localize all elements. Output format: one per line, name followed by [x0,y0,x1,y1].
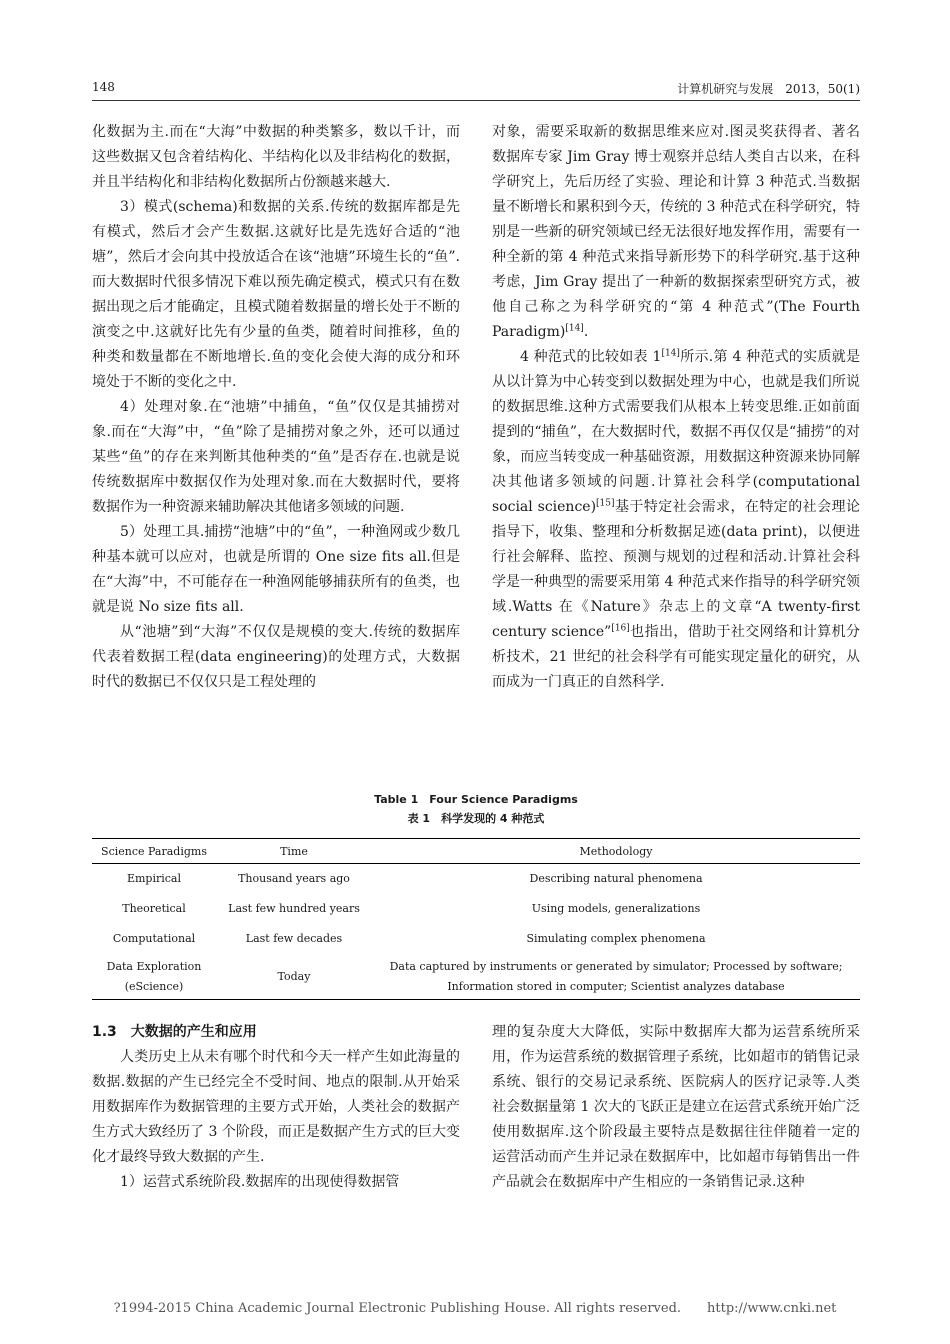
table-row [92,924,860,954]
table-cell: Simulating complex phenomena [526,932,706,945]
text-run: 对象，需要采取新的数据思维来应对.图灵奖获得者、著名数据库专家 Jim Gray 博士观察并总结人类自古以来，在科学研究上，先后历经了实验、理论和计算 3 种范式.当数据量不断增长和累积到今天，传统的 3 种范式在科学研究，特别是一些新的研究领域已经无法很好地发挥作用，需要有一种全新的第 4 种范式来指导新形势下的科学研究.基于这种考虑，Jim Gray 提出了一种新的数据探索型研究方式，被他自己称之为科学研究的“第 4 种范式”(The Fourth Paradigm) [492,124,860,340]
table-cell: Empirical [126,872,182,885]
table-cell: Thousand years ago [238,872,350,885]
table-header-row [92,839,860,864]
paragraph: 3）模式(schema)和数据的关系.传统的数据库都是先有模式，然后才会产生数据.这就好比是先选好合适的“池塘”，然后才会向其中投放适合在该“池塘”环境生长的“鱼”.而大数据时代很多情况下难以预先确定模式，模式只有在数据出现之后才能确定，且模式随着数据量的增长处于不断的演变之中.这就好比先有少量的鱼类，随着时间推移，鱼的种类和数量都在不断地增长.鱼的变化会使大海的成分和环境处于不断的变化之中. [92,199,460,390]
column-header: Science Paradigms [92,839,216,864]
table-cell: Last few hundred years [228,902,360,915]
paragraph: 4）处理对象.在“池塘”中捕鱼，“鱼”仅仅是其捕捞对象.而在“大海”中，“鱼”除了是捕捞对象之外，还可以通过某些“鱼”的存在来判断其他种类的“鱼”是否存在.也就是说传统数据库中数据仅作为处理对象.而在大数据时代，要将数据作为一种资源来辅助解决其他诸多领域的问题. [92,399,460,515]
table-caption-en: Table 1 Four Science Paradigms [374,793,578,806]
paragraph: 人类历史上从未有哪个时代和今天一样产生如此海量的数据.数据的产生已经完全不受时间、地点的限制.从开始采用数据库作为数据管理的主要方式开始，人类社会的数据产生方式大致经历了 3 个阶段，而正是数据产生方式的巨大变化才最终导致大数据的产生. [92,1049,460,1165]
right-column [492,120,860,695]
cell-line: (eScience) [124,979,184,993]
section-right-column [492,1020,860,1195]
table-row [92,894,860,924]
table-cell: Computational [112,932,196,945]
paragraph: 5）处理工具.捕捞“池塘”中的“鱼”，一种渔网或少数几种基本就可以应对，也就是所谓的 One size fits all.但是在“大海”中，不可能存在一种渔网能够捕获所有的鱼类，也就是说 No size fits all. [92,524,460,615]
citation-15[interactable]: [15] [596,498,615,509]
table-caption [92,790,860,828]
text-run: 基于特定社会需求，在特定的社会理论指导下，收集、整理和分析数据足迹(data print)，以便进行社会解释、监控、预测与规划的过程和活动.计算社会科学是一种典型的需要采用第 4 种范式来作指导的科学研究领域.Watts 在《Nature》杂志上的文章“A twenty-first century science” [492,499,860,640]
paragraph: 理的复杂度大大降低，实际中数据库大都为运营系统所采用，作为运营系统的数据管理子系统，比如超市的销售记录系统、银行的交易记录系统、医院病人的医疗记录等.人类社会数据量第 1 次大的飞跃正是建立在运营式系统开始广泛使用数据库.这个阶段最主要特点是数据往往伴随着一定的运营活动而产生并记录在数据库中，比如超市每销售出一件产品就会在数据库中产生相应的一条销售记录.这种 [492,1024,860,1190]
table-row [92,864,860,895]
column-header: Time [216,839,372,864]
paragraph: 从“池塘”到“大海”不仅仅是规模的变大.传统的数据库代表着数据工程(data engineering)的处理方式，大数据时代的数据已不仅仅只是工程处理的 [92,624,460,690]
text-run: 所示.第 4 种范式的实质就是从以计算为中心转变到以数据处理为中心，也就是我们所说的数据思维.这种方式需要我们从根本上转变思维.正如前面提到的“捕鱼”，在大数据时代，数据不再仅仅是“捕捞”的对象，而应当转变成一种基础资源，用数据这种资源来协同解决其他诸多领域的问题.计算社会科学(computational social science) [492,349,860,515]
text-run: 也指出，借助于社交网络和计算机分析技术，21 世纪的社会科学有可能实现定量化的研究，从而成为一门真正的自然科学. [492,624,860,690]
copyright-footer: ?1994-2015 China Academic Journal Electronic Publishing House. All rights reserved. http://www.cnki.net [113,1301,837,1316]
citation-14[interactable]: [14] [661,348,680,359]
paragraph [492,345,860,695]
paragraph [492,120,860,345]
table-cell: Theoretical [122,902,186,915]
cell-line: Data Exploration [106,959,202,973]
citation-14[interactable]: [14] [565,323,584,334]
paragraph: 化数据为主.而在“大海”中数据的种类繁多，数以千计，而这些数据又包含着结构化、半结构化以及非结构化的数据，并且半结构化和非结构化数据所占份额越来越大. [92,124,460,190]
paragraph: 1）运营式系统阶段.数据库的出现使得数据管 [120,1174,400,1190]
left-column [92,120,460,695]
text-run: 4 种范式的比较如表 1 [520,349,662,365]
table-cell: Last few decades [245,932,343,945]
column-header: Methodology [372,839,860,864]
table-cell [92,954,216,1000]
cell-line: Information stored in computer; Scientist analyzes database [447,979,785,993]
text-run: . [583,324,589,340]
cell-line: Data captured by instruments or generated by simulator; Processed by software; [389,959,843,973]
table-row [92,954,860,1000]
paradigms-table [92,838,860,1000]
table-cell: Today [216,954,372,1000]
section-left-column [92,1020,460,1195]
citation-16[interactable]: [16] [611,623,630,634]
table-caption-cn: 表 1 科学发现的 4 种范式 [407,812,545,825]
journal-title: 计算机研究与发展 2013，50(1) [677,82,860,96]
page-number: 148 [92,80,115,94]
running-header [92,78,860,101]
section-heading: 1.3 大数据的产生和应用 [92,1024,257,1040]
table-cell: Using models, generalizations [531,902,701,915]
table-cell [372,954,860,1000]
table-cell: Describing natural phenomena [529,872,703,885]
